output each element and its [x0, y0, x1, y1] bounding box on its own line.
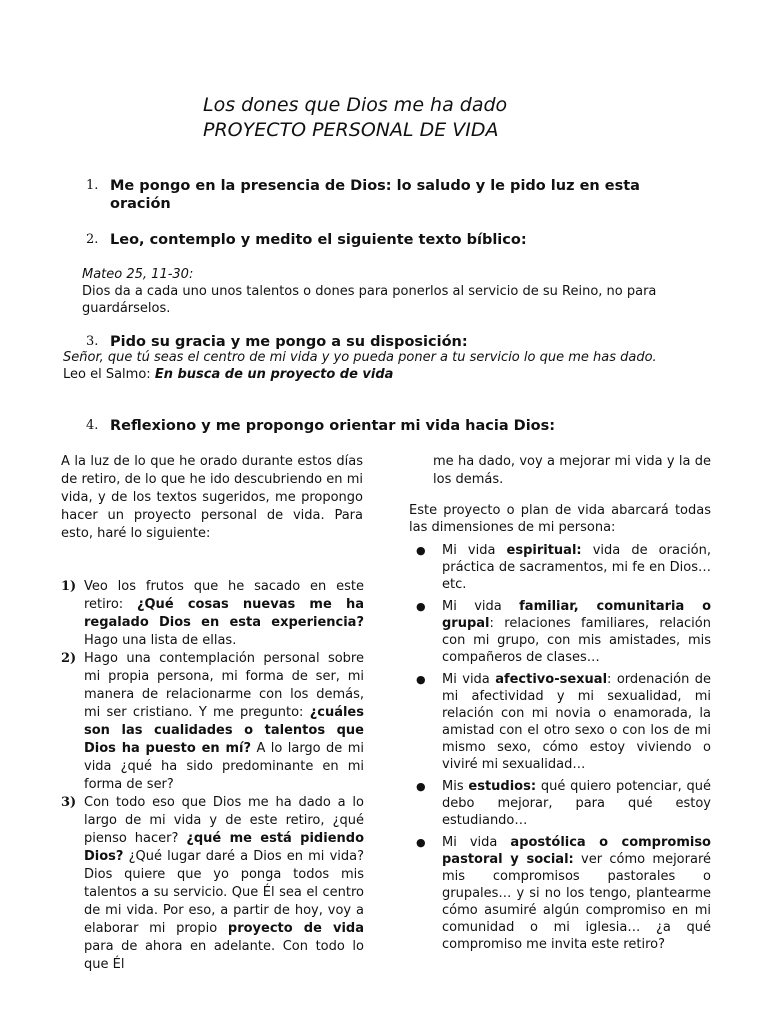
item-text: vida de oración, práctica de sacramentos, mi fe en Dios…etc. — [442, 543, 711, 592]
item-text: Hago una contemplación personal sobre mi propia persona, mi forma de ser, mi manera de relacionarme con los demás, mi ser cristiano. Y me pregunto: — [84, 651, 364, 720]
right-intro-paragraph: Este proyecto o plan de vida abarcará todas las dimensiones de mi persona: — [409, 503, 711, 535]
bullet-icon: ● — [416, 780, 426, 793]
step-text: Pido su gracia y me pongo a su disposición: — [110, 334, 468, 350]
bullet-icon: ● — [416, 544, 426, 557]
bullet-icon: ● — [416, 673, 426, 686]
intro-paragraph: A la luz de lo que he orado durante estos días de retiro, de lo que he ido descubriendo en mi vida, y de los textos sugeridos, me propongo hacer un proyecto personal de vida. Para esto, haré lo siguiente: — [61, 454, 363, 541]
item-emphasis: familiar, comunitaria o grupal — [442, 599, 711, 631]
item-text: : relaciones familiares, relación con mi grupo, con mis amistades, mis compañeros de clases… — [442, 616, 711, 665]
step-1 — [86, 177, 680, 213]
item-text: qué quiero potenciar, qué debo mejorar, para qué estoy estudiando… — [442, 779, 711, 828]
left-intro — [61, 453, 363, 543]
title-line-2: PROYECTO PERSONAL DE VIDA — [203, 119, 499, 141]
step-text: Leo, contemplo y medito el siguiente texto bíblico: — [110, 232, 527, 248]
step-number: 4. — [86, 418, 99, 433]
list-item — [61, 794, 364, 974]
item-question: ¿qué me está pidiendo Dios? — [84, 831, 364, 864]
item-number: 1) — [61, 579, 77, 594]
document-title — [203, 93, 507, 143]
step-4 — [86, 417, 690, 435]
item-text: Hago una lista de ellas. — [84, 633, 237, 648]
prayer-text: Señor, que tú seas el centro de mi vida y yo pueda poner a tu servicio lo que me has dado. — [63, 350, 657, 365]
reading-reference: Mateo 25, 11-30: — [82, 267, 194, 282]
bullet-icon: ● — [416, 836, 426, 849]
item-text: A lo largo de mi vida ¿qué ha sido predominante en mi forma de ser? — [84, 741, 364, 792]
psalm-line — [63, 366, 693, 383]
item-emphasis: proyecto de vida — [227, 921, 364, 936]
step-number: 1. — [86, 178, 99, 193]
item-text: ver cómo mejoraré mis compromisos pastorales o grupales… y si no los tengo, plantearme cómo asumiré algún compromiso en mi comunidad o mi iglesia… ¿a qué compromiso me invita este retiro? — [442, 852, 711, 952]
list-item — [61, 578, 364, 650]
list-item — [61, 650, 364, 794]
step-text: Reflexiono y me propongo orientar mi vida hacia Dios: — [110, 418, 556, 434]
bullet-icon: ● — [416, 600, 426, 613]
list-item — [412, 834, 711, 953]
item-text: Mis — [442, 779, 469, 794]
right-continuation — [433, 453, 711, 489]
list-item — [412, 671, 711, 773]
item-text: ¿Qué lugar daré a Dios en mi vida? Dios quiere que yo ponga todos mis talentos a su servicio. Que Él sea el centro de mi vida. Por eso, a partir de hoy, voy a elaborar mi propio — [84, 849, 364, 936]
item-question: ¿Qué cosas nuevas me ha regalado Dios en esta experiencia? — [84, 597, 364, 630]
psalm-prefix: Leo el Salmo: — [63, 367, 155, 382]
prayer-block — [63, 349, 693, 383]
item-emphasis: espiritual: — [506, 543, 582, 558]
list-item — [412, 778, 711, 829]
bible-reading — [82, 266, 702, 317]
title-line-1: Los dones que Dios me ha dado — [203, 94, 508, 116]
dimensions-list — [412, 542, 711, 958]
list-item — [412, 598, 711, 666]
item-emphasis: estudios: — [468, 779, 537, 794]
numbered-list — [61, 578, 364, 974]
item-text: Mi vida — [442, 835, 511, 850]
item-number: 3) — [61, 795, 77, 810]
item-text: Mi vida — [442, 672, 496, 687]
item-text: Con todo eso que Dios me ha dado a lo largo de mi vida y de este retiro, ¿qué pienso hacer? — [84, 795, 364, 846]
item-emphasis: apostólica o compromiso pastoral y social: — [442, 835, 711, 867]
step-text: Me pongo en la presencia de Dios: lo saludo y le pido luz en esta oración — [110, 178, 640, 212]
item-number: 2) — [61, 651, 77, 666]
right-intro — [409, 502, 711, 536]
item-text: Mi vida — [442, 543, 507, 558]
item-emphasis: afectivo-sexual — [495, 672, 608, 687]
step-2 — [86, 231, 690, 249]
item-text: : ordenación de mi afectividad y mi sexualidad, mi relación con mi novia o enamorada, la amistad con el otro sexo o con los de mi mismo sexo, cómo estoy viviendo o viviré mi sexualidad… — [442, 672, 711, 772]
reading-text: Dios da a cada uno unos talentos o dones para ponerlos al servicio de su Reino, no para guardárselos. — [82, 284, 657, 316]
list-item — [412, 542, 711, 593]
item-text: para de ahora en adelante. Con todo lo que Él — [84, 939, 364, 972]
item-text: Mi vida — [442, 599, 520, 614]
step-number: 2. — [86, 232, 99, 247]
continuation-paragraph: me ha dado, voy a mejorar mi vida y la de los demás. — [433, 454, 711, 487]
item-text: Veo los frutos que he sacado en este retiro: — [84, 579, 364, 612]
step-number: 3. — [86, 334, 99, 349]
psalm-title: En busca de un proyecto de vida — [154, 367, 394, 382]
item-question: ¿cuáles son las cualidades o talentos que Dios ha puesto en mí? — [84, 705, 364, 756]
